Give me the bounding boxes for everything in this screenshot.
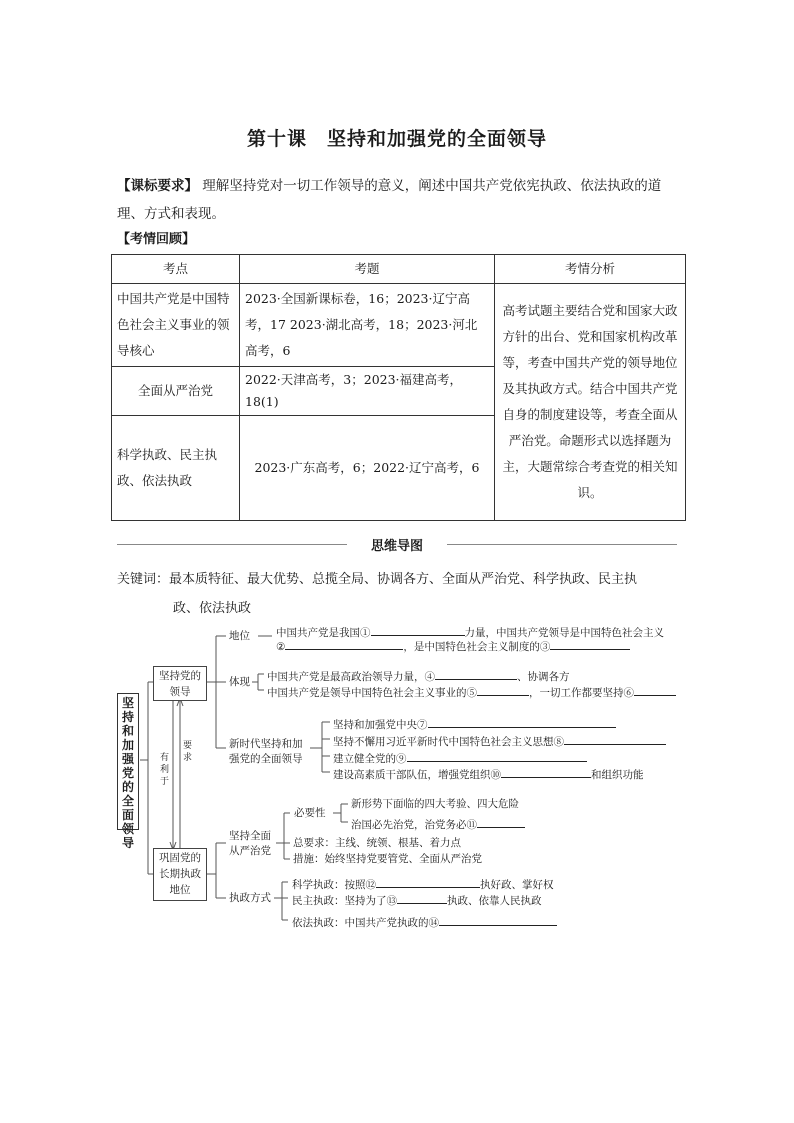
table-header: 考情分析 — [495, 255, 686, 284]
newera-item: 坚持不懈用习近平新时代中国特色社会主义思想⑧ — [333, 733, 666, 749]
blank-7 — [428, 716, 616, 728]
branch-label: 坚持党的领导 — [159, 670, 201, 698]
ruling-item: 科学执政：按照⑫ 执好政、掌好权 — [292, 876, 554, 892]
table-cell: 2023·全国新课标卷，16；2023·辽宁高考，17 2023·湖北高考，18；2023·河北高考，6 — [240, 284, 495, 367]
table-header: 考题 — [240, 255, 495, 284]
node-necessity: 必要性 — [294, 807, 326, 819]
requirement-text: 理解坚持党对一切工作领导的意义，阐述中国共产党依宪执政、依法执政的道理、方式和表现。 — [117, 178, 662, 222]
blank-14 — [439, 914, 557, 926]
requirement-label: 【课标要求】 — [117, 178, 198, 194]
necessity-item: 新形势下面临的四大考验、四大危险 — [351, 798, 519, 810]
table-cell: 2023·广东高考，6；2022·辽宁高考，6 — [240, 416, 495, 521]
blank-4 — [435, 668, 517, 680]
table-cell: 中国共产党是中国特色社会主义事业的领导核心 — [112, 284, 240, 367]
keywords-line2: 政、依法执政 — [173, 601, 252, 616]
blank-8 — [564, 733, 666, 745]
review-label: 【考情回顾】 — [117, 232, 196, 247]
analysis-cell: 高考试题主要结合党和国家大政方针的出台、党和国家机构改革等，考查中国共产党的领导地位及其执政方式。结合中国共产党自身的制度建设等，考查全面从严治党。命题形式以选择题为主，大题常综合考查党的相关知识。 — [495, 284, 686, 521]
strict-general: 总要求：主线、统领、根基、着力点 — [293, 837, 461, 849]
blank-9 — [407, 750, 587, 762]
necessity-item: 治国必先治党，治党务必⑪ — [351, 816, 525, 832]
link-label-beneficial: 有利于 — [160, 753, 170, 787]
ruling-item: 民主执政：坚持为了⑬ 执政、依靠人民执政 — [292, 892, 542, 908]
mindmap-root-text: 坚持和加强党的全面领导 — [121, 696, 134, 850]
node-embody: 体现 — [229, 676, 250, 688]
strict-measure: 措施：始终坚持党要管党、全面从严治党 — [293, 853, 482, 865]
mindmap-root — [117, 693, 139, 850]
table-cell: 2022·天津高考，3；2023·福建高考，18(1) — [240, 367, 495, 416]
page-title: 第十课 坚持和加强党的全面领导 — [246, 128, 547, 150]
newera-item: 建设高素质干部队伍，增强党组织⑩ 和组织功能 — [333, 766, 644, 782]
section-label: 思维导图 — [361, 539, 433, 554]
blank-6 — [634, 684, 676, 696]
branch-box-party-leadership — [153, 666, 207, 701]
blank-5 — [477, 684, 529, 696]
embody-line1: 中国共产党是最高政治领导力量，④ 、协调各方 — [267, 668, 570, 684]
node-ruling-method: 执政方式 — [229, 892, 271, 904]
blank-1 — [371, 624, 465, 636]
node-position: 地位 — [229, 630, 250, 642]
keywords-line1: 最本质特征、最大优势、总揽全局、协调各方、全面从严治党、科学执政、民主执 — [169, 572, 638, 587]
keywords-label: 关键词： — [117, 572, 170, 587]
table-header: 考点 — [112, 255, 240, 284]
link-label-require: 要求 — [183, 741, 193, 763]
position-line2: ② ，是中国特色社会主义制度的③ — [276, 638, 630, 654]
ruling-item: 依法执政：中国共产党执政的⑭ — [292, 914, 557, 930]
table-cell: 全面从严治党 — [112, 367, 240, 416]
newera-item: 坚持和加强党中央⑦ — [333, 716, 616, 732]
branch-box-long-term-ruling — [153, 848, 207, 901]
blank-13 — [397, 892, 447, 904]
node-strict-governance: 坚持全面从严治党 — [229, 830, 271, 857]
position-line1: 中国共产党是我国① 力量，中国共产党领导是中国特色社会主义 — [276, 624, 664, 640]
newera-item: 建立健全党的⑨ — [333, 750, 587, 766]
blank-2 — [285, 638, 403, 650]
blank-3 — [550, 638, 630, 650]
blank-12 — [376, 876, 480, 888]
table-cell: 科学执政、民主执政、依法执政 — [112, 416, 240, 521]
blank-10 — [501, 766, 591, 778]
blank-11 — [477, 816, 525, 828]
branch-label: 巩固党的长期执政地位 — [159, 852, 201, 896]
node-new-era: 新时代坚持和加强党的全面领导 — [229, 738, 303, 765]
embody-line2: 中国共产党是领导中国特色社会主义事业的⑤ ，一切工作都要坚持⑥ — [267, 684, 676, 700]
